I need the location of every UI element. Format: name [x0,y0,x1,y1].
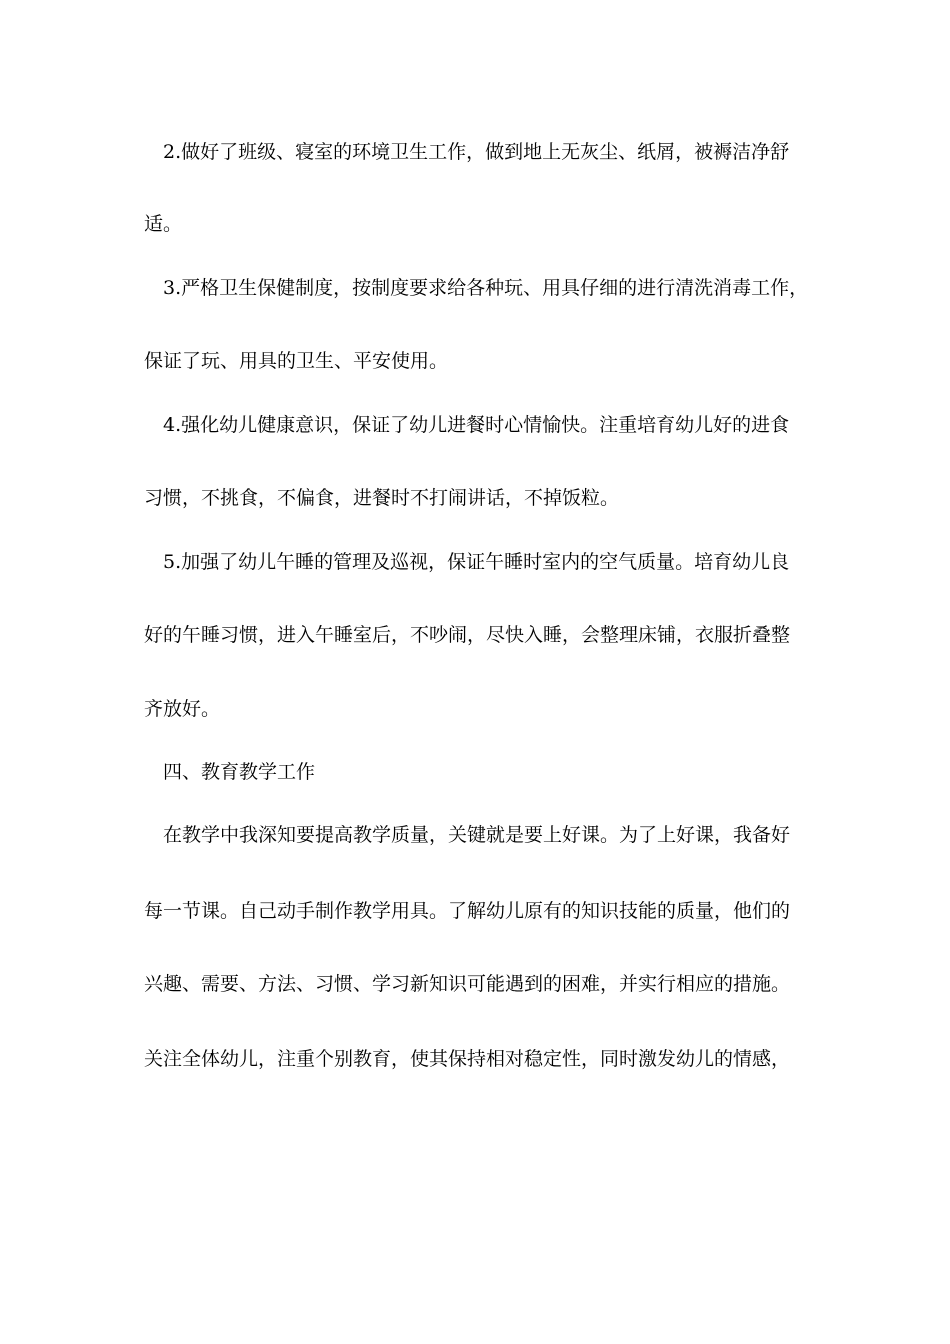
item-5-text: 加强了幼儿午睡的管理及巡视，保证午睡时室内的空气质量。培育幼儿良 [181,551,790,573]
item-2-line-1 [163,140,789,164]
item-3-line-2: 保证了玩、用具的卫生、平安使用。 [144,350,449,372]
item-4-line-2: 习惯，不挑食，不偏食，进餐时不打闹讲话，不掉饭粒。 [144,487,620,509]
section-heading: 四、教育教学工作 [163,761,316,783]
item-5-number: 5. [163,551,182,573]
item-2-text: 做好了班级、寝室的环境卫生工作，做到地上无灰尘、纸屑，被褥洁净舒 [181,141,790,163]
section-line-1: 在教学中我深知要提高教学质量，关键就是要上好课。为了上好课，我备好 [163,824,791,846]
section-line-2: 每一节课。自己动手制作教学用具。了解幼儿原有的知识技能的质量，他们的 [144,900,791,922]
item-3-number: 3. [163,277,182,299]
section-line-3: 兴趣、需要、方法、习惯、学习新知识可能遇到的困难，并实行相应的措施。 [144,973,791,995]
item-5-line-2: 好的午睡习惯，进入午睡室后，不吵闹，尽快入睡，会整理床铺，衣服折叠整 [144,624,791,646]
item-4-number: 4. [163,414,182,436]
item-2-number: 2. [163,141,182,163]
item-5-line-3: 齐放好。 [144,698,221,720]
item-2-line-2: 适。 [144,213,183,235]
item-4-text: 强化幼儿健康意识，保证了幼儿进餐时心情愉快。注重培育幼儿好的进食 [181,414,790,436]
section-line-4: 关注全体幼儿，注重个别教育，使其保持相对稳定性，同时激发幼儿的情感， [144,1048,791,1070]
item-5-line-1 [163,550,789,574]
item-3-text: 严格卫生保健制度，按制度要求给各种玩、用具仔细的进行清洗消毒工作， [181,277,809,299]
item-3-line-1 [163,276,808,300]
item-4-line-1 [163,413,789,437]
